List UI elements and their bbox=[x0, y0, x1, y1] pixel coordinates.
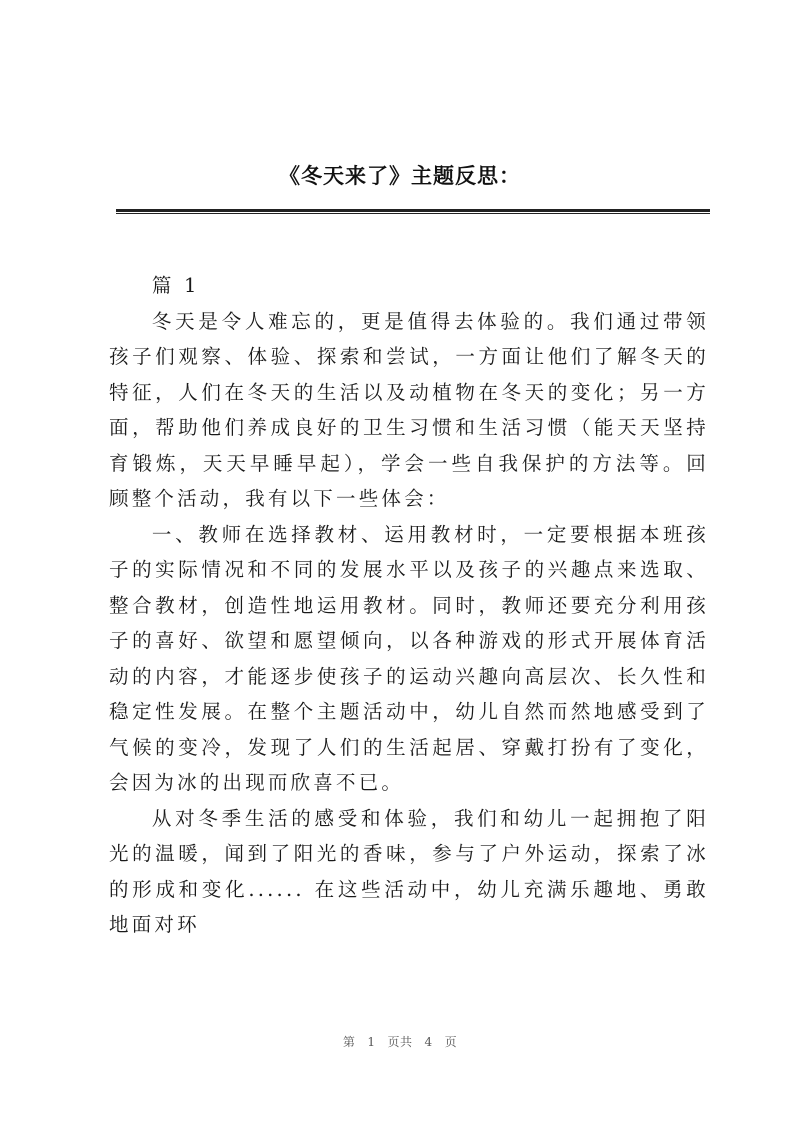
title-divider bbox=[116, 209, 710, 214]
section-label: 篇 1 bbox=[151, 274, 200, 297]
document-title: 《冬天来了》主题反思： bbox=[279, 164, 521, 188]
footer-page-number: 1 bbox=[367, 1035, 376, 1049]
page-footer bbox=[0, 1033, 800, 1050]
footer-total-pages: 4 bbox=[424, 1035, 433, 1049]
body-paragraph: 从对冬季生活的感受和体验，我们和幼儿一起拥抱了阳光的温暖，闻到了阳光的香味，参与了户外运动，探索了冰的形成和变化...... 在这些活动中，幼儿充满乐趣地、勇敢地面对环 bbox=[109, 806, 709, 936]
footer-prefix: 第 bbox=[342, 1035, 356, 1049]
body-paragraph: 一、教师在选择教材、运用教材时，一定要根据本班孩子的实际情况和不同的发展水平以及孩子的兴趣点来选取、整合教材，创造性地运用教材。同时，教师还要充分利用孩子的喜好、欲望和愿望倾向，以各种游戏的形式开展体育活动的内容，才能逐步使孩子的运动兴趣向高层次、长久性和稳定性发展。在整个主题活动中，幼儿自然而然地感受到了气候的变冷，发现了人们的生活起居、穿戴打扮有了变化，会因为冰的出现而欣喜不已。 bbox=[109, 522, 709, 794]
footer-middle: 页共 bbox=[387, 1035, 413, 1049]
footer-suffix: 页 bbox=[444, 1035, 458, 1049]
document-body bbox=[109, 268, 709, 943]
body-paragraph: 冬天是令人难忘的，更是值得去体验的。我们通过带领孩子们观察、体验、探索和尝试，一方面让他们了解冬天的特征，人们在冬天的生活以及动植物在冬天的变化；另一方面，帮助他们养成良好的卫生习惯和生活习惯（能天天坚持育锻炼，天天早睡早起），学会一些自我保护的方法等。回顾整个活动，我有以下一些体会： bbox=[109, 309, 709, 510]
